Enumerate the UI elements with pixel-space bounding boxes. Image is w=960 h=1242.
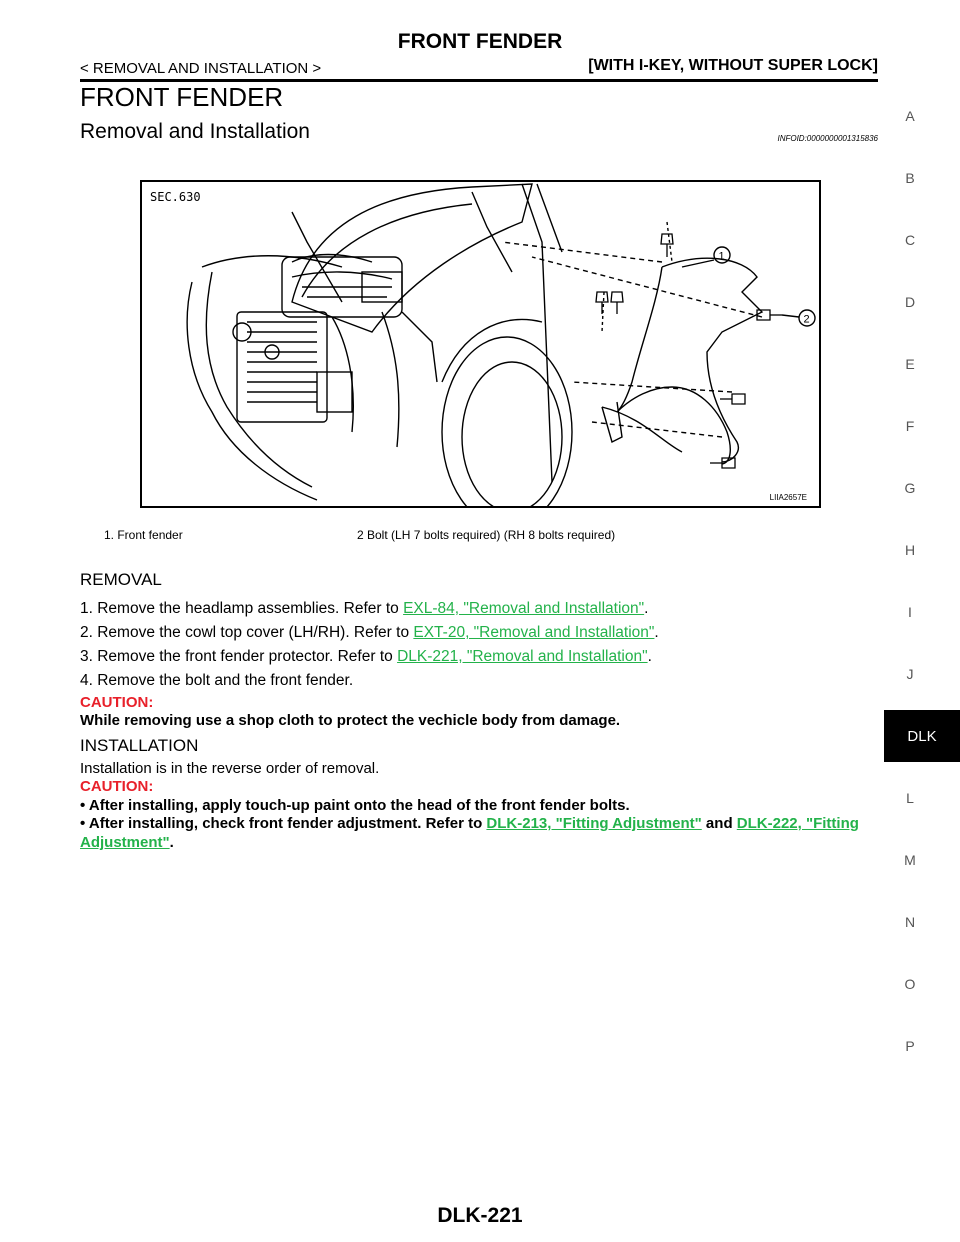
removal-step-1: 1. Remove the headlamp assemblies. Refer to EXL-84, "Removal and Installation". [80, 600, 649, 617]
page-header-title: FRONT FENDER [397, 30, 563, 53]
link-dlk-221[interactable]: DLK-221, "Removal and Installation" [397, 648, 648, 665]
exploded-view-figure [140, 180, 821, 508]
link-exl-84[interactable]: EXL-84, "Removal and Installation" [403, 600, 645, 617]
side-index-c[interactable]: C [904, 232, 916, 248]
header-variant-label: [WITH I-KEY, WITHOUT SUPER LOCK] [588, 57, 878, 74]
side-index-i[interactable]: I [908, 604, 912, 620]
side-index-d[interactable]: D [904, 294, 916, 310]
side-index-g[interactable]: G [904, 480, 916, 496]
page-number: DLK-221 [437, 1204, 523, 1227]
info-id: INFOID:0000000001315836 [777, 134, 878, 143]
callout-1-label: 1 [718, 250, 725, 263]
installation-heading: INSTALLATION [80, 736, 199, 755]
installation-bullet-2: • After installing, check front fender adjustment. Refer to DLK-213, "Fitting Adjustment" and DLK-222, "Fitting Adjustment". [80, 815, 859, 851]
figure-section-code: SEC.630 [150, 190, 201, 204]
side-index-p[interactable]: P [905, 1038, 915, 1054]
installation-text: Installation is in the reverse order of removal. [80, 760, 380, 777]
side-index-e[interactable]: E [905, 356, 915, 372]
side-index-l[interactable]: L [906, 790, 914, 806]
removal-caution-label: CAUTION: [80, 694, 154, 711]
removal-heading: REMOVAL [80, 570, 162, 589]
callout-2-label: 2 [803, 313, 810, 326]
legend-item-bolt: 2 Bolt (LH 7 bolts required) (RH 8 bolts required) [357, 528, 616, 542]
side-index-b[interactable]: B [905, 170, 915, 186]
removal-step-3: 3. Remove the front fender protector. Refer to DLK-221, "Removal and Installation". [80, 648, 652, 665]
front-fender-illustration [142, 182, 819, 506]
header-section-label: < REMOVAL AND INSTALLATION > [80, 60, 322, 77]
installation-caution-label: CAUTION: [80, 778, 154, 795]
installation-bullet-1: • After installing, apply touch-up paint onto the head of the front fender bolts. [80, 797, 630, 814]
removal-step-4: 4. Remove the bolt and the front fender. [80, 672, 354, 689]
link-dlk-222[interactable]: DLK-222, "Fitting Adjustment" [80, 815, 859, 851]
legend-item-front-fender: 1. Front fender [104, 528, 183, 542]
side-index-n[interactable]: N [904, 914, 916, 930]
side-index-m[interactable]: M [904, 852, 916, 868]
side-index-f[interactable]: F [905, 418, 915, 434]
link-ext-20[interactable]: EXT-20, "Removal and Installation" [413, 624, 655, 641]
subsection-title: Removal and Installation [80, 120, 310, 143]
removal-step-2: 2. Remove the cowl top cover (LH/RH). Refer to EXT-20, "Removal and Installation". [80, 624, 659, 641]
figure-image-id: LIIA2657E [769, 493, 807, 502]
removal-caution-text: While removing use a shop cloth to protect the vechicle body from damage. [80, 712, 621, 729]
side-index-o[interactable]: O [904, 976, 916, 992]
link-dlk-213[interactable]: DLK-213, "Fitting Adjustment" [486, 815, 702, 832]
side-index-dlk-tab[interactable]: DLK [884, 710, 960, 762]
section-title: FRONT FENDER [80, 82, 284, 112]
side-index-h[interactable]: H [904, 542, 916, 558]
side-index-j[interactable]: J [906, 666, 914, 682]
side-index-a[interactable]: A [905, 108, 915, 124]
